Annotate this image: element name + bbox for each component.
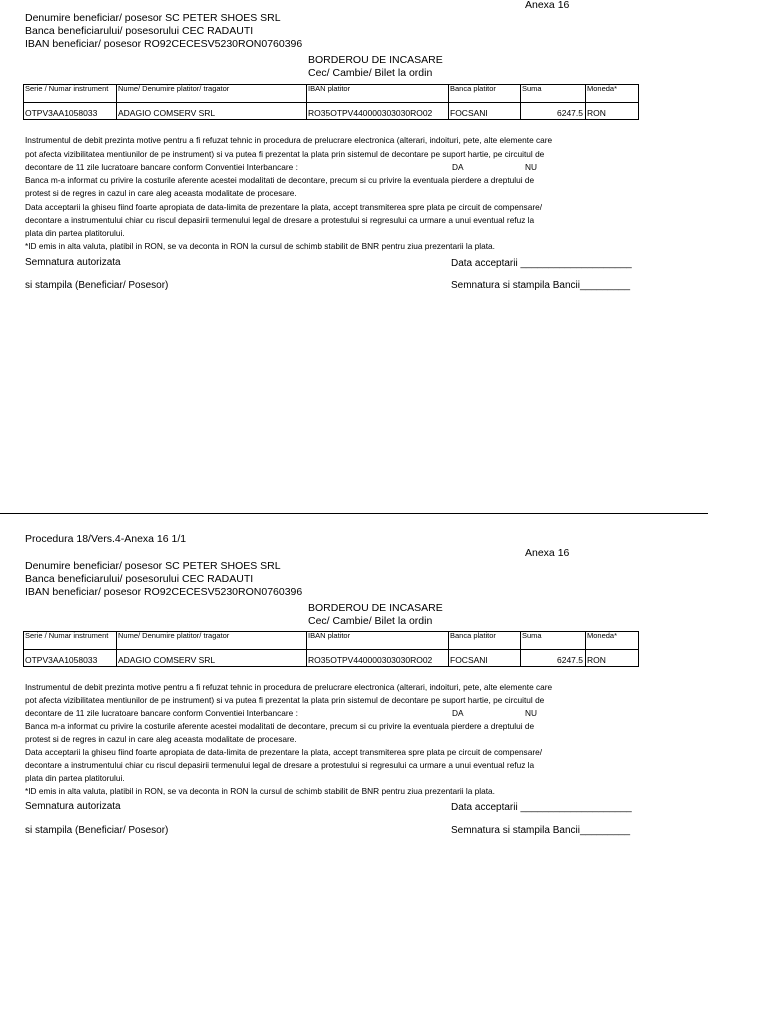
form-title: BORDEROU DE INCASARE (308, 54, 443, 66)
payer-name-cell: ADAGIO COMSERV SRL (117, 103, 307, 120)
instrument-table (23, 84, 639, 120)
form-title: BORDEROU DE INCASARE (308, 602, 443, 614)
payer-name-cell: ADAGIO COMSERV SRL (117, 650, 307, 667)
note-line: Data acceptarii la ghiseu fiind foarte apropiata de data-limita de prezentare la plata, accept transmiterea spre plata pe circuit de compensare/ (25, 202, 542, 212)
option-nu: NU (525, 708, 537, 718)
option-da: DA (452, 708, 464, 718)
table-header-row (24, 85, 639, 103)
page-divider (0, 513, 708, 514)
amount-cell: 6247.5 (521, 650, 586, 667)
header-cell: IBAN platitor (307, 632, 449, 650)
note-line: decontare a instrumentului chiar cu riscul depasirii termenului legal de dresare a protestului si regresului ca urmare a unui eventual refuz la (25, 760, 535, 770)
note-line: decontare de 11 zile lucratoare bancare conform Conventiei Interbancare : (25, 162, 298, 172)
currency-cell: RON (586, 650, 639, 667)
bank-line: Banca beneficiarului/ posesorului CEC RADAUTI (25, 573, 254, 585)
option-nu: NU (525, 162, 537, 172)
bank-signature-label: Semnatura si stampila Bancii_________ (451, 825, 630, 836)
header-cell: IBAN platitor (307, 85, 449, 103)
table-row (24, 103, 639, 120)
payer-bank-cell: FOCSANI (449, 650, 521, 667)
bank-line: Banca beneficiarului/ posesorului CEC RADAUTI (25, 25, 254, 37)
amount-cell: 6247.5 (521, 103, 586, 120)
note-line: Data acceptarii la ghiseu fiind foarte apropiata de data-limita de prezentare la plata, accept transmiterea spre plata pe circuit de compensare/ (25, 747, 542, 757)
header-cell: Nume/ Denumire platitor/ tragator (117, 85, 307, 103)
note-line: plata din partea platitorului. (25, 228, 125, 238)
instrument-number-cell: OTPV3AA1058033 (24, 103, 117, 120)
note-line: decontare de 11 zile lucratoare bancare conform Conventiei Interbancare : (25, 708, 298, 718)
form-subtitle: Cec/ Cambie/ Bilet la ordin (308, 67, 433, 79)
header-cell: Suma (521, 632, 586, 650)
annex-label: Anexa 16 (525, 0, 570, 11)
footnote-line: *ID emis in alta valuta, platibil in RON, se va deconta in RON la cursul de schimb stabilit de BNR pentru ziua prezentarii la plata. (25, 241, 495, 251)
payer-bank-cell: FOCSANI (449, 103, 521, 120)
payer-iban-cell: RO35OTPV440000303030RO02 (307, 103, 449, 120)
bank-signature-label: Semnatura si stampila Bancii_________ (451, 280, 630, 291)
beneficiary-stamp-label: si stampila (Beneficiar/ Posesor) (25, 280, 169, 291)
header-cell: Serie / Numar instrument (24, 632, 117, 650)
header-cell: Suma (521, 85, 586, 103)
note-line: Banca m-a informat cu privire la costurile aferente acestei modalitati de decontare, precum si cu privire la eventuala pierdere a dreptului de (25, 721, 535, 731)
authorized-signature-label: Semnatura autorizata (25, 257, 121, 268)
note-line: protest si de regres in cazul in care aleg aceasta modalitate de procesare. (25, 734, 297, 744)
note-line: Banca m-a informat cu privire la costurile aferente acestei modalitati de decontare, precum si cu privire la eventuala pierdere a dreptului de (25, 175, 535, 185)
header-cell: Banca platitor (449, 85, 521, 103)
annex-label: Anexa 16 (525, 547, 570, 559)
acceptance-date-label: Data acceptarii ____________________ (451, 802, 632, 813)
iban-line: IBAN beneficiar/ posesor RO92CECESV5230RON0760396 (25, 586, 303, 598)
header-cell: Banca platitor (449, 632, 521, 650)
note-line: Instrumentul de debit prezinta motive pentru a fi refuzat tehnic in procedura de prelucrare electronica (alterari, indoituri, pete, alte elemente care (25, 682, 553, 692)
header-cell: Moneda* (586, 85, 639, 103)
note-line: pot afecta vizibilitatea mentiunilor de pe instrument) si va putea fi prezentat la plata prin sistemul de decontare pe suport hartie, pe circuitul de (25, 695, 545, 705)
iban-line: IBAN beneficiar/ posesor RO92CECESV5230RON0760396 (25, 38, 303, 50)
table-header-row (24, 632, 639, 650)
footnote-line: *ID emis in alta valuta, platibil in RON, se va deconta in RON la cursul de schimb stabilit de BNR pentru ziua prezentarii la plata. (25, 786, 495, 796)
option-da: DA (452, 162, 464, 172)
header-cell: Moneda* (586, 632, 639, 650)
currency-cell: RON (586, 103, 639, 120)
note-line: pot afecta vizibilitatea mentiunilor de pe instrument) si va putea fi prezentat la plata prin sistemul de decontare pe suport hartie, pe circuitul de (25, 149, 545, 159)
header-cell: Serie / Numar instrument (24, 85, 117, 103)
acceptance-date-label: Data acceptarii ____________________ (451, 258, 632, 269)
instrument-number-cell: OTPV3AA1058033 (24, 650, 117, 667)
authorized-signature-label: Semnatura autorizata (25, 801, 121, 812)
note-line: plata din partea platitorului. (25, 773, 125, 783)
note-line: Instrumentul de debit prezinta motive pentru a fi refuzat tehnic in procedura de prelucrare electronica (alterari, indoituri, pete, alte elemente care (25, 135, 553, 145)
procedure-reference: Procedura 18/Vers.4-Anexa 16 1/1 (25, 533, 187, 545)
note-line: decontare a instrumentului chiar cu riscul depasirii termenului legal de dresare a protestului si regresului ca urmare a unui eventual refuz la (25, 215, 535, 225)
form-subtitle: Cec/ Cambie/ Bilet la ordin (308, 615, 433, 627)
beneficiary-stamp-label: si stampila (Beneficiar/ Posesor) (25, 825, 169, 836)
table-row (24, 650, 639, 667)
beneficiary-line: Denumire beneficiar/ posesor SC PETER SHOES SRL (25, 12, 281, 24)
header-cell: Nume/ Denumire platitor/ tragator (117, 632, 307, 650)
payer-iban-cell: RO35OTPV440000303030RO02 (307, 650, 449, 667)
note-line: protest si de regres in cazul in care aleg aceasta modalitate de procesare. (25, 188, 297, 198)
instrument-table (23, 631, 639, 667)
beneficiary-line: Denumire beneficiar/ posesor SC PETER SHOES SRL (25, 560, 281, 572)
